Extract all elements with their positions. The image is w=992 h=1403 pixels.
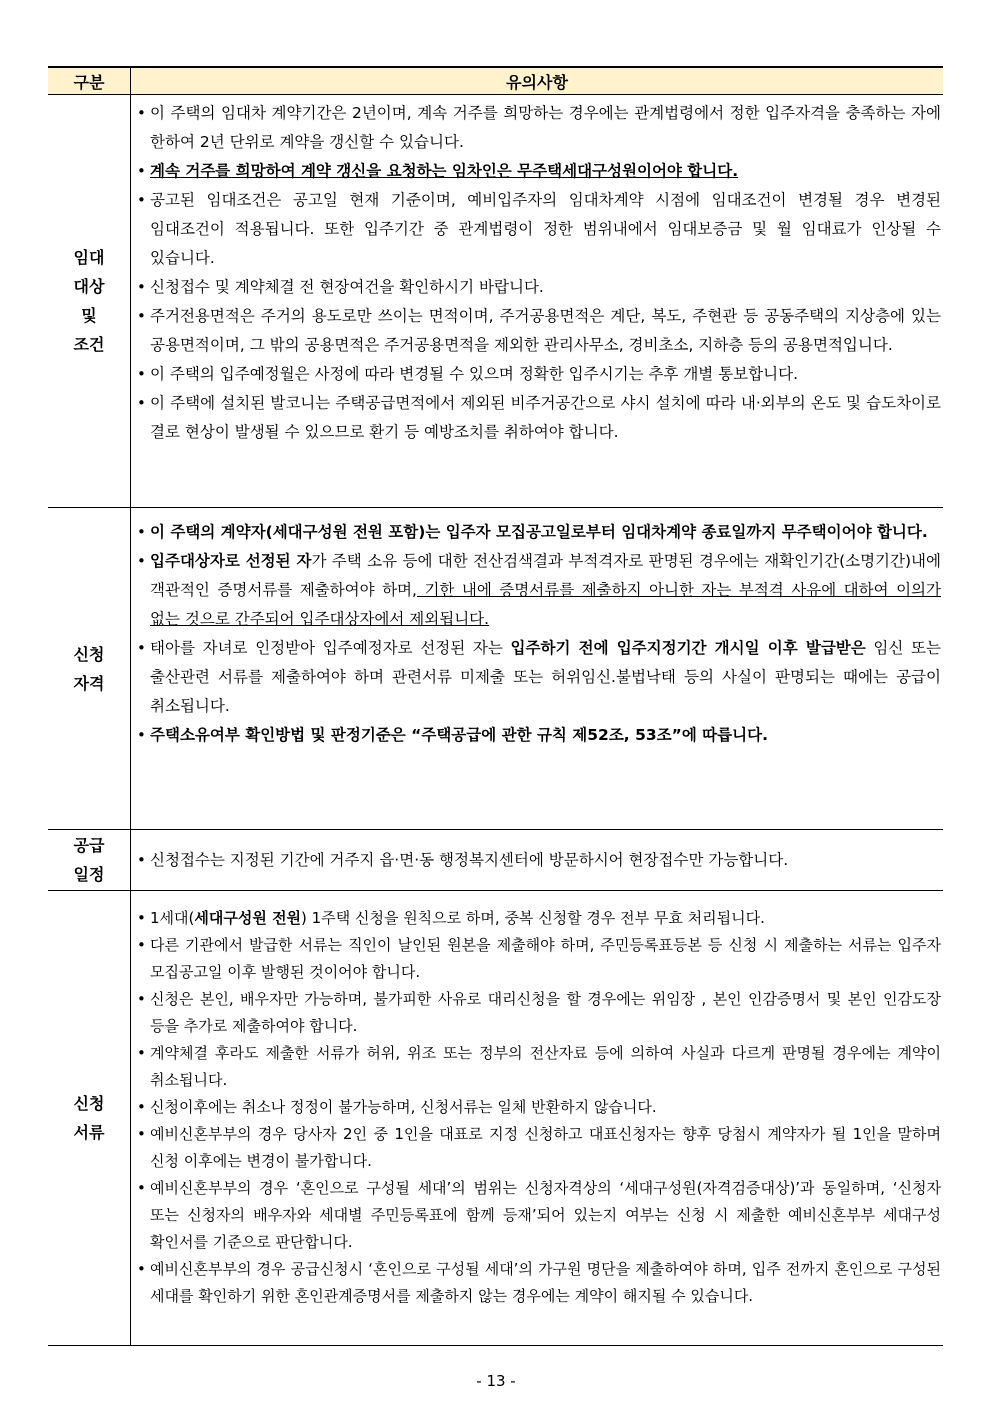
list-item: • 신청은 본인, 배우자만 가능하며, 불가피한 사유로 대리신청을 할 경우에는 위임장 , 본인 인감증명서 및 본인 인감도장 등을 추가로 제출하여야 합니다.: [135, 986, 941, 1040]
notes-list: [135, 518, 941, 750]
notice-table: [48, 66, 943, 1346]
list-item: • 주거전용면적은 주거의 용도로만 쓰이는 면적이며, 주거공용면적은 계단, 복도, 주현관 등 공동주택의 지상층에 있는 공용면적이며, 그 밖의 공용면적은 주거공용면적을 제외한 관리사무소, 경비초소, 지하층 등의 공용면적입니다.: [135, 302, 941, 360]
list-item: • 태아를 자녀로 인정받아 입주예정자로 선정된 자는 입주하기 전에 입주지정기간 개시일 이후 발급받은 임신 또는 출산관련 서류를 제출하여야 하며 관련서류 미제출 또는 허위임신.불법낙태 등의 사실이 판명되는 때에는 공급이 취소됩니다.: [135, 634, 941, 721]
notes-list: [135, 846, 941, 875]
notes-list: [135, 905, 941, 1310]
list-item: • 계약체결 후라도 제출한 서류가 허위, 위조 또는 정부의 전산자료 등에 의하여 사실과 다르게 판명될 경우에는 계약이 취소됩니다.: [135, 1040, 941, 1094]
list-item: • 신청접수 및 계약체결 전 현장여건을 확인하시기 바랍니다.: [135, 273, 941, 302]
list-item: • 이 주택의 계약자(세대구성원 전원 포함)는 입주자 모집공고일로부터 임대차계약 종료일까지 무주택이어야 합니다.: [135, 518, 941, 547]
list-item: • 입주대상자로 선정된 자가 주택 소유 등에 대한 전산검색결과 부적격자로 판명된 경우에는 재확인기간(소명기간)내에 객관적인 증명서류를 제출하여야 하며, 기한 내에 증명서류를 제출하지 아니한 자는 부적격 사유에 대하여 이의가 없는 것으로 간주되어 입주대상자에서 제외됩니다.: [135, 547, 941, 634]
list-item: • 신청이후에는 취소나 정정이 불가능하며, 신청서류는 일체 반환하지 않습니다.: [135, 1094, 941, 1121]
section-application-documents: [48, 891, 943, 1346]
list-item: • 주택소유여부 확인방법 및 판정기준은 “주택공급에 관한 규칙 제52조, 53조”에 따릅니다.: [135, 721, 941, 750]
list-item: • 이 주택의 임대차 계약기간은 2년이며, 계속 거주를 희망하는 경우에는 관계법령에서 정한 입주자격을 충족하는 자에 한하여 2년 단위로 계약을 갱신할 수 있습니다.: [135, 99, 941, 157]
list-item: • 다른 기관에서 발급한 서류는 직인이 날인된 원본을 제출해야 하며, 주민등록표등본 등 신청 시 제출하는 서류는 입주자 모집공고일 이후 발행된 것이어야 합니다.: [135, 932, 941, 986]
header-category: 구분: [48, 67, 131, 95]
list-item: • 이 주택에 설치된 발코니는 주택공급면적에서 제외된 비주거공간으로 샤시 설치에 따라 내·외부의 온도 및 습도차이로 결로 현상이 발생될 수 있으므로 환기 등 예방조치를 취하여야 합니다.: [135, 389, 941, 447]
list-item: • 이 주택의 입주예정월은 사정에 따라 변경될 수 있으며 정확한 입주시기는 추후 개별 통보합니다.: [135, 360, 941, 389]
category-cell: 신청 자격: [48, 508, 131, 830]
section-lease-conditions: [48, 95, 943, 508]
list-item: • 예비신혼부부의 경우 당사자 2인 중 1인을 대표로 지정 신청하고 대표신청자는 향후 당첨시 계약자가 될 1인을 말하며 신청 이후에는 변경이 불가합니다.: [135, 1121, 941, 1175]
list-item: • 계속 거주를 희망하여 계약 갱신을 요청하는 임차인은 무주택세대구성원이어야 합니다.: [135, 157, 941, 186]
notes-cell: [131, 891, 944, 1346]
list-item: • 공고된 임대조건은 공고일 현재 기준이며, 예비입주자의 임대차계약 시점에 임대조건이 변경될 경우 변경된 임대조건이 적용됩니다. 또한 입주기간 중 관계법령이 정한 범위내에서 임대보증금 및 월 임대료가 인상될 수 있습니다.: [135, 186, 941, 273]
notes-cell: [131, 95, 944, 508]
category-cell: 신청 서류: [48, 891, 131, 1346]
list-item: • 신청접수는 지정된 기간에 거주지 읍·면·동 행정복지센터에 방문하시어 현장접수만 가능합니다.: [135, 846, 941, 875]
section-supply-schedule: [48, 830, 943, 891]
notes-cell: [131, 508, 944, 830]
category-cell: 공급 일정: [48, 830, 131, 891]
section-eligibility: [48, 508, 943, 830]
category-cell: 임대 대상 및 조건: [48, 95, 131, 508]
header-row: [48, 67, 943, 95]
list-item: • 예비신혼부부의 경우 공급신청시 ‘혼인으로 구성될 세대’의 가구원 명단을 제출하여야 하며, 입주 전까지 혼인으로 구성된 세대를 확인하기 위한 혼인관계증명서를 제출하지 않는 경우에는 계약이 해지될 수 있습니다.: [135, 1256, 941, 1310]
page-number: - 13 -: [476, 1372, 516, 1390]
list-item: • 1세대(세대구성원 전원) 1주택 신청을 원칙으로 하며, 중복 신청할 경우 전부 무효 처리됩니다.: [135, 905, 941, 932]
notes-cell: [131, 830, 944, 891]
header-notes: 유의사항: [131, 67, 944, 95]
list-item: • 예비신혼부부의 경우 ‘혼인으로 구성될 세대’의 범위는 신청자격상의 ‘세대구성원(자격검증대상)’과 동일하며, ‘신청자 또는 신청자의 배우자와 세대별 주민등록표에 함께 등재’되어 있는지 여부는 신청 시 제출한 예비신혼부부 세대구성 확인서를 기준으로 판단합니다.: [135, 1175, 941, 1256]
notes-list: [135, 99, 941, 447]
